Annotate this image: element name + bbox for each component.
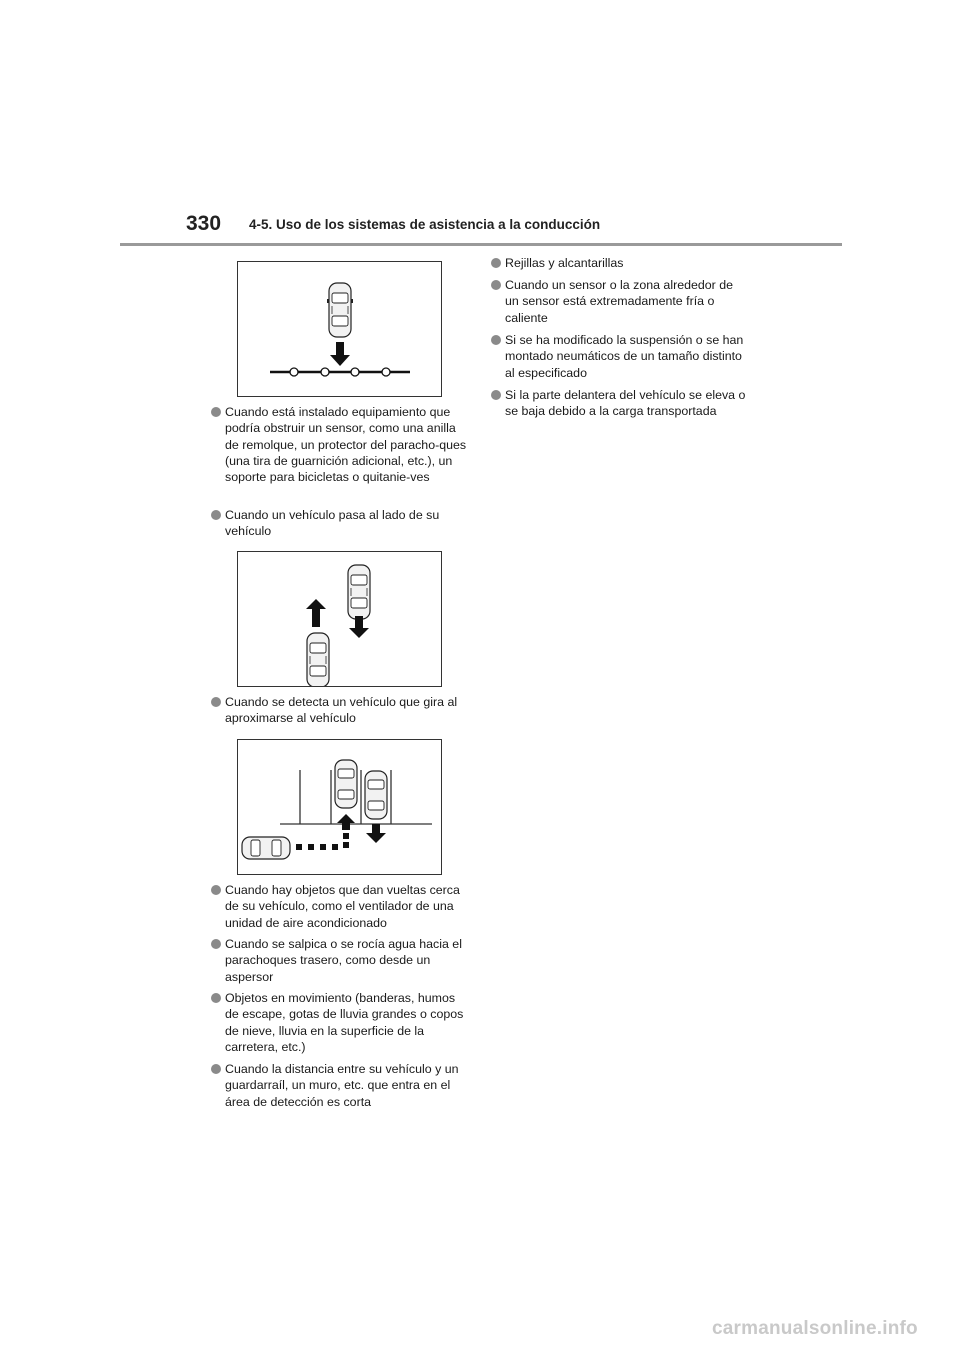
bullet-text: Cuando se detecta un vehículo que gira al aproximarse al vehículo bbox=[225, 695, 458, 726]
car-reversing-toward-trailer-hitch-icon bbox=[238, 262, 441, 396]
bullet-icon bbox=[491, 258, 501, 268]
bullet-text: Si se ha modificado la suspensión o se han montado neumáticos de un tamaño distinto al especificado bbox=[505, 333, 744, 380]
bullet-text: Cuando hay objetos que dan vueltas cerca de su vehículo, como el ventilador de una unidad de aire acondicionado bbox=[225, 883, 460, 930]
bullet-item bbox=[491, 255, 747, 271]
bullet-item bbox=[211, 882, 467, 931]
bullet-text: Cuando la distancia entre su vehículo y un guardarraíl, un muro, etc. que entra en el área de detección es corta bbox=[225, 1062, 459, 1109]
bullet-text: Cuando un sensor o la zona alrededor de un sensor está extremadamente fría o caliente bbox=[505, 278, 734, 325]
bullet-item bbox=[211, 507, 467, 540]
bullet-icon bbox=[211, 993, 221, 1003]
bullet-item bbox=[211, 404, 467, 485]
car-turning-into-parking-icon bbox=[238, 740, 441, 874]
bullet-item bbox=[211, 1061, 467, 1110]
bullet-icon bbox=[491, 390, 501, 400]
figure-turning-vehicle bbox=[237, 739, 442, 875]
bullet-item bbox=[211, 936, 467, 985]
car-passing-alongside-icon bbox=[238, 552, 441, 686]
page-number: 330 bbox=[186, 212, 222, 235]
bullet-text: Cuando un vehículo pasa al lado de su vehículo bbox=[225, 508, 440, 539]
bullet-icon bbox=[211, 510, 221, 520]
bullet-icon bbox=[211, 885, 221, 895]
bullet-icon bbox=[211, 697, 221, 707]
bullet-item bbox=[211, 694, 467, 727]
figure-trailer-hitch bbox=[237, 261, 442, 397]
bullet-icon bbox=[211, 1064, 221, 1074]
section-title: 4-5. Uso de los sistemas de asistencia a la conducción bbox=[249, 217, 601, 232]
bullet-icon bbox=[491, 335, 501, 345]
figure-passing-vehicle bbox=[237, 551, 442, 687]
bullet-text: Objetos en movimiento (banderas, humos de escape, gotas de lluvia grandes o copos de nieve, lluvia en la superficie de la carretera, etc.) bbox=[225, 991, 464, 1054]
header-divider bbox=[120, 243, 842, 246]
watermark-logo: carmanualsonline.info bbox=[712, 1318, 918, 1339]
bullet-text: Si la parte delantera del vehículo se eleva o se baja debido a la carga transportada bbox=[505, 388, 746, 419]
bullet-text: Rejillas y alcantarillas bbox=[505, 256, 624, 270]
bullet-item bbox=[491, 277, 747, 326]
bullet-icon bbox=[211, 939, 221, 949]
bullet-item bbox=[491, 332, 747, 381]
bullet-text: Cuando está instalado equipamiento que podría obstruir un sensor, como una anilla de remolque, un protector del paracho-ques (una tira de guarnición adicional, etc.), un soporte para bicicletas o quitanie-ves bbox=[225, 405, 467, 485]
bullet-item bbox=[491, 387, 747, 420]
bullet-icon bbox=[211, 407, 221, 417]
bullet-item bbox=[211, 990, 467, 1055]
bullet-text: Cuando se salpica o se rocía agua hacia el parachoques trasero, como desde un aspersor bbox=[225, 937, 462, 984]
bullet-icon bbox=[491, 280, 501, 290]
